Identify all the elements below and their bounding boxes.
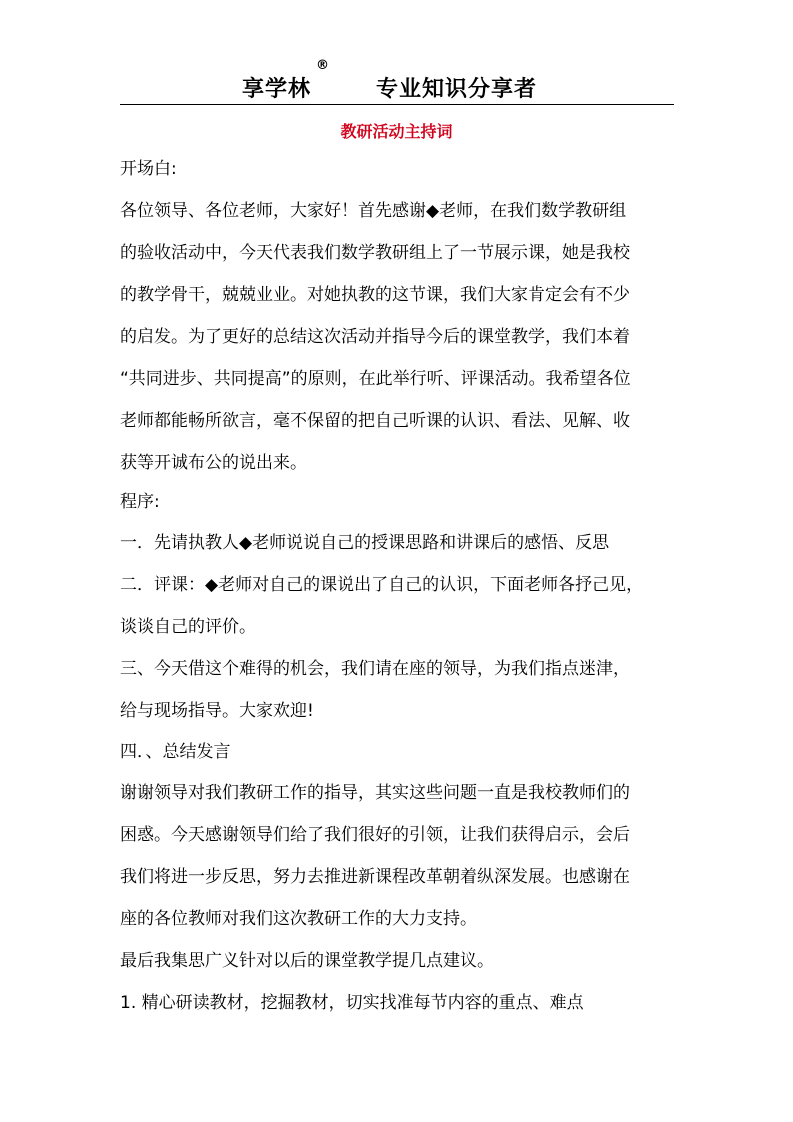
paragraph-line: 各位领导、各位老师，大家好！首先感谢◆老师，在我们数学教研组 xyxy=(120,201,627,221)
paragraph-line: 的教学骨干，兢兢业业。对她执教的这节课，我们大家肯定会有不少 xyxy=(120,285,630,305)
paragraph-line: 我们将进一步反思，努力去推进新课程改革朝着纵深发展。也感谢在 xyxy=(120,867,630,887)
paragraph-line: 获等开诚布公的说出来。 xyxy=(120,453,307,473)
brand-name: 享学林 xyxy=(242,77,312,102)
procedure-item-1: 一．先请执教人◆老师说说自己的授课思路和讲课后的感悟、反思 xyxy=(120,533,610,553)
procedure-item-3: 三、今天借这个难得的机会，我们请在座的领导，为我们指点迷津， xyxy=(120,659,630,679)
page-header xyxy=(120,58,674,105)
section-label-opening: 开场白: xyxy=(120,159,177,179)
paragraph-line: 最后我集思广义针对以后的课堂教学提几点建议。 xyxy=(120,951,494,971)
paragraph-line: 给与现场指导。大家欢迎! xyxy=(120,701,314,721)
document-title: 教研活动主持词 xyxy=(340,122,453,141)
paragraph-line: 谈谈自己的评价。 xyxy=(120,617,256,637)
section-label-procedure: 程序: xyxy=(120,492,160,512)
paragraph-line: “共同进步、共同提高”的原则，在此举行听、评课活动。我希望各位 xyxy=(120,369,631,389)
paragraph-line: 困惑。今天感谢领导们给了我们很好的引领，让我们获得启示，会后 xyxy=(120,825,630,845)
paragraph-line: 的启发。为了更好的总结这次活动并指导今后的课堂教学，我们本着 xyxy=(120,327,630,347)
paragraph-line: 谢谢领导对我们教研工作的指导，其实这些问题一直是我校教师们的 xyxy=(120,783,630,803)
brand-tagline: 专业知识分享者 xyxy=(376,77,538,102)
paragraph-line: 座的各位教师对我们这次教研工作的大力支持。 xyxy=(120,909,477,929)
procedure-item-2: 二．评课：◆老师对自己的课说出了自己的认识，下面老师各抒己见， xyxy=(120,575,644,595)
registered-mark: ® xyxy=(316,58,329,73)
paragraph-line: 老师都能畅所欲言，毫不保留的把自己听课的认识、看法、见解、收 xyxy=(120,411,630,431)
suggestion-item-1: 1. 精心研读教材，挖掘教材，切实找准每节内容的重点、难点 xyxy=(120,993,584,1013)
procedure-item-4: 四．、总结发言 xyxy=(120,742,231,762)
paragraph-line: 的验收活动中，今天代表我们数学教研组上了一节展示课，她是我校 xyxy=(120,243,630,263)
